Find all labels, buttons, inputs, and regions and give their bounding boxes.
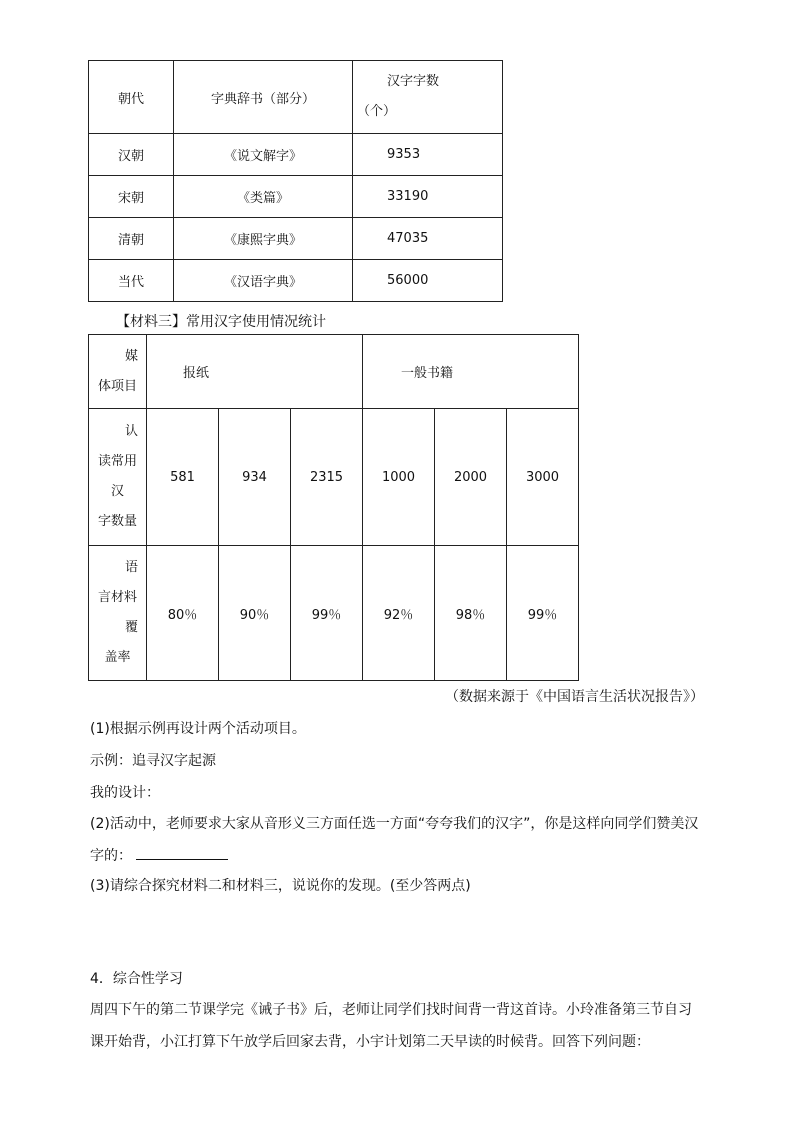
row-count: 33190: [353, 176, 503, 218]
cell-value: 92％: [363, 546, 435, 681]
media-books: 一般书籍: [363, 335, 579, 409]
header-dictionary: 字典辞书（部分）: [174, 61, 353, 134]
table-row: [89, 176, 503, 218]
section4-para-line2: 课开始背，小江打算下午放学后回家去背，小宇计划第二天早读的时候背。回答下列问题：: [90, 1034, 650, 1050]
row-count: 56000: [353, 260, 503, 302]
row-dictionary: 《说文解字》: [174, 134, 353, 176]
row-dynasty: 清朝: [89, 218, 174, 260]
label-line: 言材料: [97, 590, 137, 605]
cell-value: 80％: [147, 546, 219, 681]
table-row: [89, 218, 503, 260]
question-2-line2: [90, 845, 228, 865]
answer-blank[interactable]: [136, 845, 228, 860]
row-dictionary: 《汉语字典》: [174, 260, 353, 302]
label-line: 认: [124, 424, 138, 439]
row-label-coverage: [89, 546, 147, 681]
row-dictionary: 《康熙字典》: [174, 218, 353, 260]
my-design-label: 我的设计：: [90, 785, 160, 801]
cell-value: 2315: [291, 409, 363, 546]
corner-line2: 体项目: [97, 378, 137, 394]
cell-value: 1000: [363, 409, 435, 546]
header-count: [353, 61, 503, 134]
question-2-line1: (2)活动中，老师要求大家从音形义三方面任选一方面“夸夸我们的汉字”，你是这样向同学们赞美汉: [90, 816, 699, 832]
label-line: 语: [124, 560, 138, 575]
cell-value: 581: [147, 409, 219, 546]
header-count-line2: （个）: [357, 104, 397, 119]
row-label-recognized: [89, 409, 147, 546]
row-dynasty: 宋朝: [89, 176, 174, 218]
cell-value: 3000: [507, 409, 579, 546]
question-3: (3)请综合探究材料二和材料三，说说你的发现。(至少答两点): [90, 878, 471, 894]
question-2-text: 字的：: [90, 848, 132, 864]
example-text: 示例：追寻汉字起源: [90, 753, 216, 769]
cell-value: 98％: [435, 546, 507, 681]
cell-value: 934: [219, 409, 291, 546]
table-row: [89, 409, 579, 546]
row-count: 47035: [353, 218, 503, 260]
label-line: 盖率: [104, 650, 131, 665]
row-dynasty: 汉朝: [89, 134, 174, 176]
corner-line1: 媒: [124, 348, 138, 364]
source-note: （数据来源于《中国语言生活状况报告》）: [445, 689, 704, 705]
dictionary-table: [88, 60, 503, 302]
table-header-row: [89, 335, 579, 409]
question-1: (1)根据示例再设计两个活动项目。: [90, 721, 306, 737]
cell-value: 90％: [219, 546, 291, 681]
label-line: 字数量: [97, 514, 137, 529]
cell-value: 99％: [291, 546, 363, 681]
section4-para-line1: 周四下午的第二节课学完《诫子书》后，老师让同学们找时间背一背这首诗。小玲准备第三节自习: [90, 1002, 692, 1018]
table-row: [89, 260, 503, 302]
corner-header: [89, 335, 147, 409]
table-row: [89, 134, 503, 176]
row-dictionary: 《类篇》: [174, 176, 353, 218]
header-dynasty: 朝代: [89, 61, 174, 134]
usage-stats-table: [88, 334, 579, 681]
label-line: 汉: [110, 484, 124, 499]
header-count-line1: 汉字字数: [387, 74, 440, 89]
cell-value: 2000: [435, 409, 507, 546]
label-line: 读常用: [97, 454, 137, 469]
row-count: 9353: [353, 134, 503, 176]
media-newspaper: 报纸: [147, 335, 363, 409]
section4-heading: 4．综合性学习: [90, 971, 183, 987]
table-header-row: [89, 61, 503, 134]
label-line: 覆: [124, 620, 138, 635]
material3-title: 【材料三】常用汉字使用情况统计: [116, 314, 326, 330]
row-dynasty: 当代: [89, 260, 174, 302]
table-row: [89, 546, 579, 681]
cell-value: 99％: [507, 546, 579, 681]
